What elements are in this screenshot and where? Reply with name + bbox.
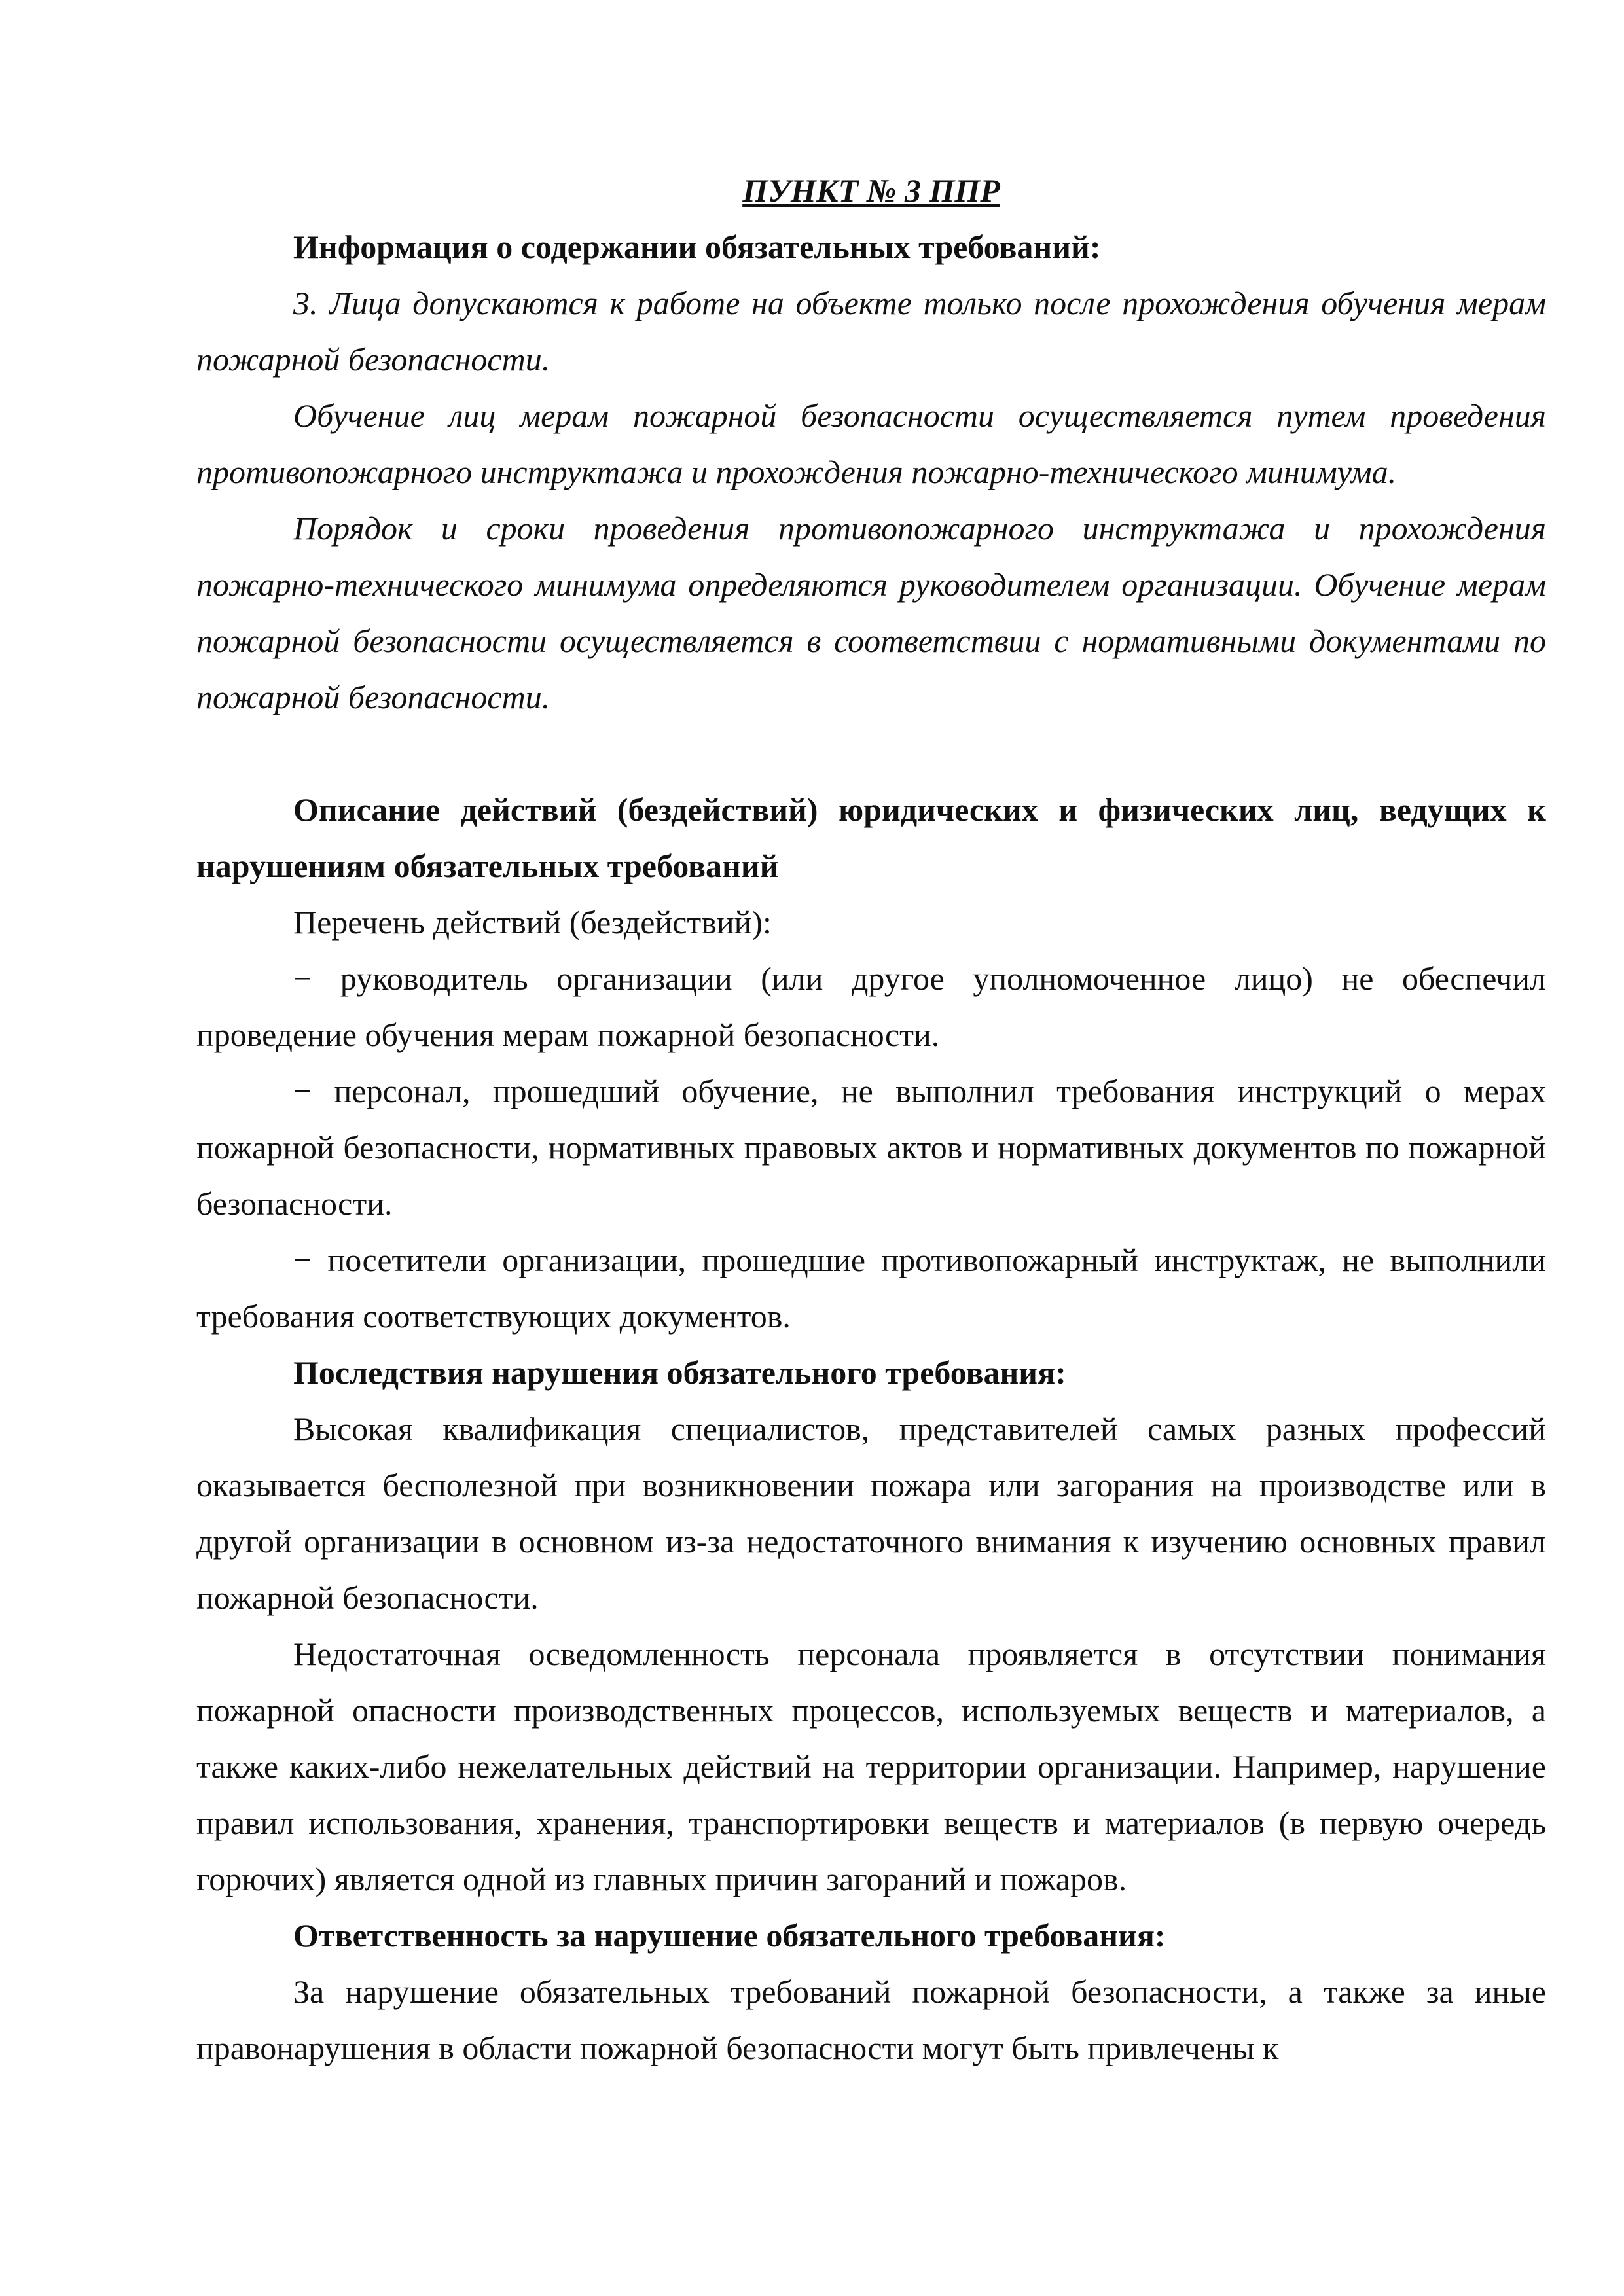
actions-list-intro: Перечень действий (бездействий): [293,904,772,941]
actions-list-item: − персонал, прошедший обучение, не выполнил требования инструкций о мерах пожарной безопасности, нормативных правовых актов и нормативных документов по пожарной безопасности. [196,1073,1546,1222]
info-heading: Информация о содержании обязательных требований: [293,228,1101,265]
document-title: ПУНКТ № 3 ППР [742,172,1000,209]
requirement-paragraph: Порядок и сроки проведения противопожарного инструктажа и прохождения пожарно-технического минимума определяются руководителем организации. Обучение мерам пожарной безопасности осуществляется в соответствии с нормативными документами по пожарной безопасности. [196,510,1546,715]
document-body [196,162,1546,2076]
actions-list-item: − посетители организации, прошедшие противопожарный инструктаж, не выполнили требования соответствующих документов. [196,1242,1546,1335]
consequences-heading: Последствия нарушения обязательного требования: [293,1354,1066,1391]
requirement-paragraph: 3. Лица допускаются к работе на объекте только после прохождения обучения мерам пожарной безопасности. [196,285,1546,378]
responsibility-paragraph: За нарушение обязательных требований пожарной безопасности, а также за иные правонарушения в области пожарной безопасности могут быть привлечены к [196,1973,1546,2066]
actions-heading: Описание действий (бездействий) юридических и физических лиц, ведущих к нарушениям обязательных требований [196,791,1546,884]
responsibility-heading: Ответственность за нарушение обязательного требования: [293,1917,1166,1954]
consequences-paragraph: Недостаточная осведомленность персонала проявляется в отсутствии понимания пожарной опасности производственных процессов, используемых веществ и материалов, а также каких-либо нежелательных действий на территории организации. Например, нарушение правил использования, хранения, транспортировки веществ и материалов (в первую очередь горючих) является одной из главных причин загораний и пожаров. [196,1636,1546,1897]
requirement-paragraph: Обучение лиц мерам пожарной безопасности осуществляется путем проведения противопожарного инструктажа и прохождения пожарно-технического минимума. [196,397,1546,490]
consequences-paragraph: Высокая квалификация специалистов, представителей самых разных профессий оказывается бесполезной при возникновении пожара или загорания на производстве или в другой организации в основном из-за недостаточного внимания к изучению основных правил пожарной безопасности. [196,1410,1546,1616]
actions-list-item: − руководитель организации (или другое уполномоченное лицо) не обеспечил проведение обучения мерам пожарной безопасности. [196,960,1546,1053]
